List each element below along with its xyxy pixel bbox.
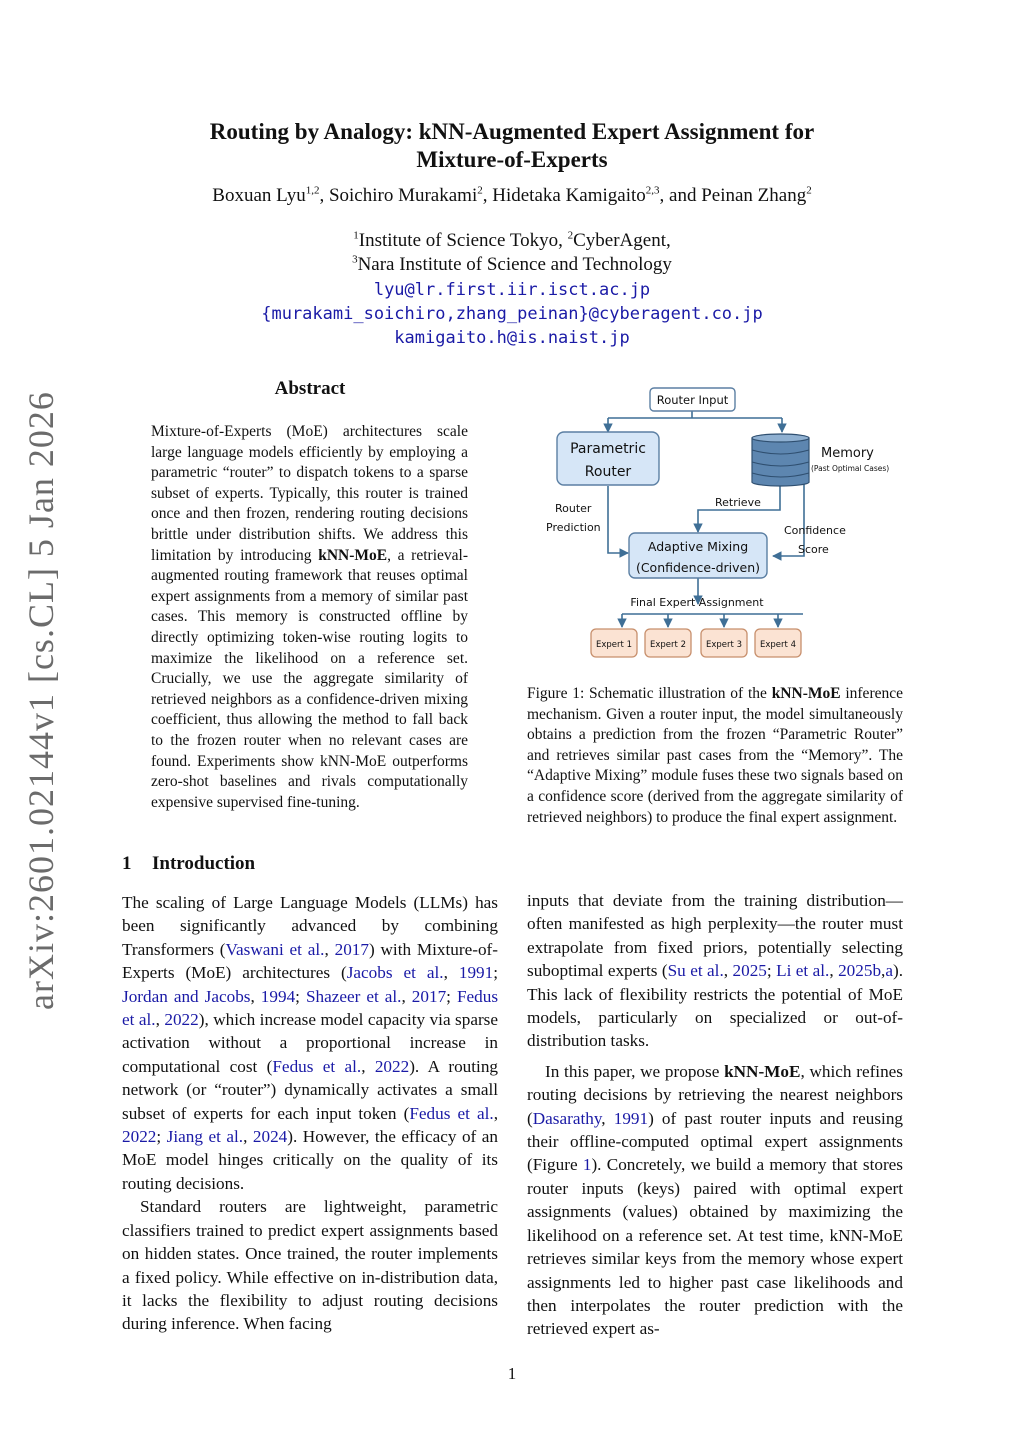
citation-link[interactable]: Fedus et al. [409, 1103, 494, 1123]
text: ) of past router inputs and reusing their offline-computed optimal expert assignments (Figure [527, 1108, 904, 1175]
abstract-method-name: kNN-MoE [318, 546, 388, 564]
text: The scaling of Large Language Models (LLMs) has been significantly advanced by combining Transformers ( [122, 893, 498, 959]
text: ). Concretely, we build a memory that stores router inputs (keys) paired with optimal expert assignments (values) obtained by maximizing the likelihood on a reference set. At test time, kNN-MoE retrieves similar keys from the memory whose expert assignments led to higher past case likelihoods and then interpolates the router prediction with the retrieved expert as- [527, 1155, 903, 1339]
author-affil-mark: 2,3 [645, 184, 660, 197]
text: , [361, 1056, 375, 1076]
confidence-score-label: Confidence [784, 524, 846, 537]
citation-link[interactable]: Jiang et al. [166, 1127, 244, 1147]
text: ; [766, 961, 777, 981]
router-prediction-label: Router [555, 502, 592, 515]
affiliation-text: Institute of Science Tokyo, [358, 230, 568, 251]
affil-mark: 1 [353, 229, 359, 242]
text: ), which increase model capacity via sparse activation without a proportional increase in computational cost ( [122, 1010, 499, 1076]
text: , [829, 961, 839, 981]
affiliation-line-1 [150, 230, 874, 252]
router-prediction-label: Prediction [546, 521, 601, 534]
affiliation-line-2 [150, 254, 874, 276]
confidence-score-label: Score [798, 543, 829, 556]
citation-link[interactable]: 2022 [122, 1127, 157, 1147]
citation-link[interactable]: Jacobs et al. [346, 963, 444, 983]
memory-sublabel: (Past Optimal Cases) [811, 464, 890, 473]
author-list [100, 185, 924, 207]
affil-mark: 2 [567, 229, 574, 242]
parametric-router-label: Parametric [570, 441, 646, 457]
citation-link[interactable]: Fedus et al. [122, 986, 499, 1030]
diagram-canvas [540, 384, 900, 670]
text: , [723, 961, 733, 981]
author-name: , and Peinan Zhang [659, 185, 807, 206]
text: , [250, 986, 261, 1006]
text: ) with Mixture-of-Experts (MoE) architectures ( [122, 939, 499, 983]
right-column-body [527, 889, 903, 1341]
caption-method-name: kNN-MoE [771, 685, 841, 702]
author-name: , Soichiro Murakami [319, 185, 478, 206]
final-assignment-label: Final Expert Assignment [630, 596, 764, 609]
adaptive-mixing-label: (Confidence-driven) [635, 560, 761, 575]
expert-label: Expert 2 [650, 640, 686, 650]
affiliation-text: Nara Institute of Science and Technology [357, 254, 672, 275]
text: , [401, 986, 412, 1006]
figure-1-caption [527, 684, 903, 828]
text: ; [295, 986, 306, 1006]
author-affil-mark: 2 [806, 184, 812, 197]
text: , [493, 1103, 498, 1123]
citation-link[interactable]: 2017 [334, 939, 369, 959]
text: , [155, 1010, 165, 1030]
paragraph [122, 891, 498, 1195]
figure-1-diagram [540, 384, 900, 670]
text: ; [156, 1127, 167, 1147]
citation-link[interactable]: 2022 [374, 1056, 410, 1076]
text: ; [446, 986, 457, 1006]
caption-text: inference mechanism. Given a router input, the model simultaneously obtains a prediction from the frozen “Parametric Router” and retrieves similar past cases from the “Memory”. The “Adaptive Mixing” module fuses these two signals based on a confidence score (derived from the aggregate similarity of retrieved neighbors) to produce the final expert assignment. [527, 685, 903, 826]
text: ). A routing network (or “router”) dynamically activates a small subset of experts for each input token ( [122, 1056, 499, 1123]
method-name: kNN-MoE [724, 1061, 801, 1081]
citation-link[interactable]: Li et al. [776, 961, 830, 981]
expert-label: Expert 1 [596, 640, 632, 650]
citation-link[interactable]: Fedus et al. [272, 1056, 362, 1076]
figure-reference-link[interactable]: 1 [582, 1155, 592, 1175]
title-line-2: Mixture-of-Experts [416, 147, 608, 172]
text: ). However, the efficacy of an MoE model hinges critically on the quality of its routing decisions. [122, 1127, 498, 1193]
text: ; [493, 963, 499, 983]
paragraph: Standard routers are lightweight, parametric classifiers trained to predict expert assignments based on hidden states. Once trained, the router implements a fixed policy. While effective on in-distribution data, it lacks the flexibility to adjust routing decisions during inference. When facing [122, 1197, 498, 1334]
text: , [324, 939, 335, 959]
text: In this paper, we propose [545, 1061, 725, 1081]
email-link[interactable]: {murakami_soichiro,zhang_peinan}@cyberagent.co.jp [261, 304, 763, 324]
text: , [601, 1108, 614, 1128]
left-column-body [122, 891, 498, 1336]
citation-link[interactable]: 2025b [838, 961, 882, 981]
abstract-body [151, 422, 468, 813]
author-affil-mark: 2 [477, 184, 483, 197]
citation-link[interactable]: 2024 [252, 1127, 288, 1147]
abstract-text: Mixture-of-Experts (MoE) architectures scale large language models efficiently by employing a parametric “router” to dispatch tokens to a sparse subset of experts. Typically, this router is trained once and then frozen, rendering routing decisions brittle under distribution shifts. We address this limitation by introducing [151, 423, 468, 564]
citation-link[interactable]: Vaswani et al. [225, 939, 325, 959]
title-line-1: Routing by Analogy: kNN-Augmented Expert Assignment for [209, 119, 815, 144]
page-number: 1 [507, 1364, 517, 1383]
text: , which refines routing decisions by retrieving the nearest neighbors ( [527, 1061, 903, 1128]
memory-label: Memory [821, 446, 874, 461]
citation-link[interactable]: 2017 [411, 986, 447, 1006]
text: , [881, 961, 886, 981]
citation-link[interactable]: 2022 [164, 1010, 199, 1030]
author-affil-mark: 1,2 [305, 184, 320, 197]
email-link[interactable]: kamigaito.h@is.naist.jp [394, 328, 630, 348]
author-name: , Hidetaka Kamigaito [482, 185, 646, 206]
citation-link[interactable]: Shazeer et al. [305, 986, 402, 1006]
paragraph [527, 889, 903, 1053]
text: inputs that deviate from the training distribution—often manifested as high perplexity—the router must extrapolate from fixed priors, potentially selecting suboptimal experts ( [527, 891, 903, 981]
section-heading-introduction [122, 853, 255, 875]
citation-link[interactable]: Jordan and Jacobs [122, 986, 251, 1006]
email-link[interactable]: lyu@lr.first.iir.isct.ac.jp [373, 280, 651, 300]
citation-link[interactable]: 1991 [613, 1108, 649, 1128]
router-input-label: Router Input [656, 393, 729, 407]
adaptive-mixing-label: Adaptive Mixing [647, 539, 749, 554]
expert-label: Expert 3 [706, 640, 742, 650]
citation-link[interactable]: Su et al. [667, 961, 724, 981]
citation-link[interactable]: 2025 [732, 961, 767, 981]
paper-title [150, 118, 874, 174]
author-name: Boxuan Lyu [212, 185, 306, 206]
affiliation-text: CyberAgent, [573, 230, 671, 251]
affil-mark: 3 [352, 253, 358, 266]
section-title: Introduction [152, 853, 256, 874]
arxiv-identifier: arXiv:2601.02144v1 [cs.CL] 5 Jan 2026 [21, 391, 61, 1010]
retrieve-label: Retrieve [715, 496, 761, 509]
text: ). This lack of flexibility restricts the potential of MoE models, particularly on specialized or out-of-distribution tasks. [527, 961, 904, 1051]
citation-link[interactable]: 1994 [260, 986, 296, 1006]
citation-link[interactable]: a [885, 961, 893, 981]
memory-database-icon [752, 434, 809, 486]
expert-label: Expert 4 [760, 640, 796, 650]
parametric-router-label: Router [584, 464, 632, 480]
paragraph [527, 1060, 903, 1341]
text: , [243, 1127, 253, 1147]
abstract-text: , a retrieval-augmented routing framework that reuses optimal expert assignments from a memory of similar past cases. This memory is constructed offline by directly optimizing token-wise routing logits to maximize the likelihood on a reference set. Crucially, we use the aggregate similarity of retrieved neighbors as a confidence-driven mixing coefficient, thus allowing the method to fall back to the frozen router when no relevant cases are found. Experiments show kNN-MoE outperforms zero-shot baselines and rivals computationally expensive supervised fine-tuning. [151, 546, 468, 811]
arrow [608, 486, 628, 553]
section-number: 1 [122, 853, 132, 874]
citation-link[interactable]: 1991 [458, 963, 494, 983]
caption-text: Figure 1: Schematic illustration of the [527, 685, 772, 702]
text: , [443, 963, 459, 983]
abstract-heading: Abstract [274, 378, 346, 399]
citation-link[interactable]: Dasarathy [532, 1108, 602, 1128]
